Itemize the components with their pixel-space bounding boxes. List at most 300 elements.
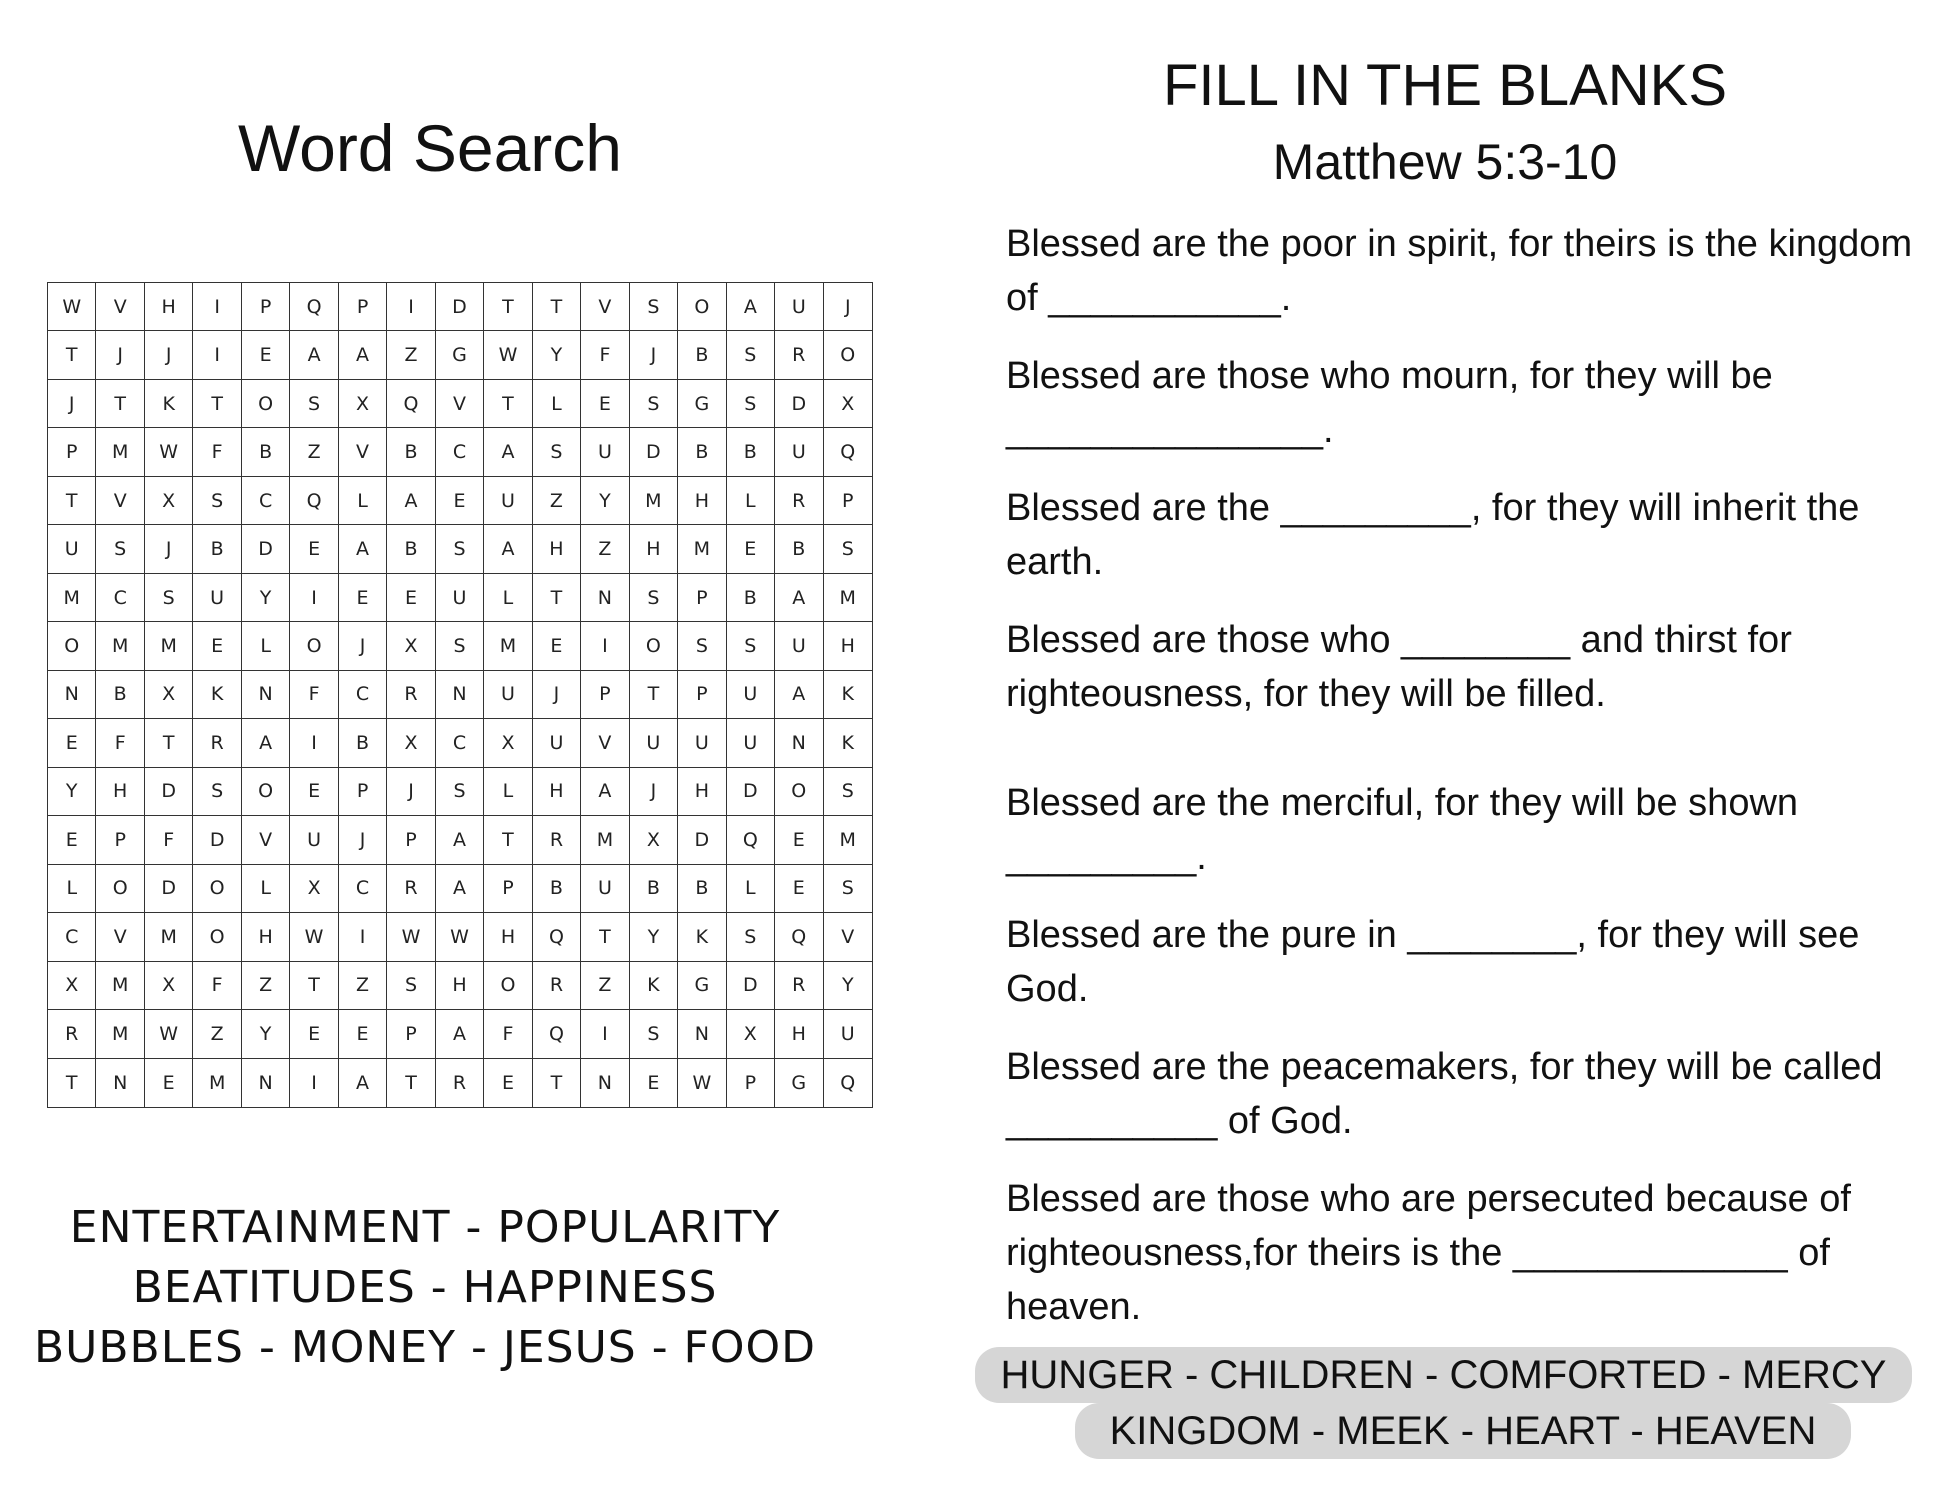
grid-cell: O: [48, 622, 96, 670]
grid-cell: Q: [727, 816, 775, 864]
grid-cell: P: [727, 1059, 775, 1107]
grid-cell: H: [630, 525, 678, 573]
grid-cell: N: [581, 574, 629, 622]
grid-cell: B: [678, 331, 726, 379]
grid-cell: E: [339, 574, 387, 622]
grid-cell: E: [290, 768, 338, 816]
grid-cell: K: [193, 671, 241, 719]
grid-cell: E: [727, 525, 775, 573]
grid-cell: D: [678, 816, 726, 864]
grid-cell: T: [533, 574, 581, 622]
grid-cell: V: [339, 428, 387, 476]
grid-cell: M: [145, 622, 193, 670]
grid-cell: I: [290, 719, 338, 767]
grid-cell: M: [96, 428, 144, 476]
grid-cell: T: [96, 380, 144, 428]
grid-cell: I: [387, 283, 435, 331]
grid-cell: S: [727, 913, 775, 961]
grid-cell: P: [96, 816, 144, 864]
grid-cell: S: [630, 1010, 678, 1058]
grid-cell: Y: [242, 1010, 290, 1058]
grid-cell: P: [678, 671, 726, 719]
grid-cell: K: [824, 719, 872, 767]
grid-cell: H: [533, 768, 581, 816]
grid-cell: I: [339, 913, 387, 961]
grid-cell: J: [533, 671, 581, 719]
grid-cell: V: [96, 477, 144, 525]
grid-cell: J: [48, 380, 96, 428]
grid-cell: S: [193, 477, 241, 525]
grid-cell: U: [290, 816, 338, 864]
grid-cell: E: [484, 1059, 532, 1107]
grid-cell: F: [193, 962, 241, 1010]
grid-cell: R: [533, 962, 581, 1010]
fill-in-sentence-8: Blessed are those who are persecuted because of righteousness,for theirs is the _____________ of heaven.: [1006, 1178, 1851, 1328]
grid-cell: B: [678, 428, 726, 476]
grid-cell: Z: [533, 477, 581, 525]
grid-cell: N: [242, 671, 290, 719]
grid-cell: M: [678, 525, 726, 573]
grid-cell: U: [193, 574, 241, 622]
grid-cell: H: [145, 283, 193, 331]
grid-cell: H: [824, 622, 872, 670]
grid-cell: E: [775, 865, 823, 913]
grid-cell: F: [581, 331, 629, 379]
grid-cell: T: [145, 719, 193, 767]
grid-cell: M: [96, 962, 144, 1010]
grid-cell: A: [339, 331, 387, 379]
grid-cell: T: [387, 1059, 435, 1107]
grid-cell: B: [727, 574, 775, 622]
grid-cell: M: [48, 574, 96, 622]
grid-cell: M: [581, 816, 629, 864]
grid-cell: X: [48, 962, 96, 1010]
grid-cell: N: [48, 671, 96, 719]
grid-cell: E: [193, 622, 241, 670]
grid-cell: Q: [840, 1071, 856, 1094]
grid-cell: M: [96, 1010, 144, 1058]
grid-cell: V: [824, 913, 872, 961]
fill-in-sentence-5: Blessed are the merciful, for they will be shown _________.: [1006, 782, 1799, 878]
fill-in-title: FILL IN THE BLANKS: [1162, 53, 1728, 118]
grid-cell: T: [533, 283, 581, 331]
answer-bank-line: KINGDOM - MEEK - HEART - HEAVEN: [1075, 1403, 1851, 1459]
grid-cell: E: [533, 622, 581, 670]
grid-cell: L: [484, 768, 532, 816]
grid-cell: T: [484, 816, 532, 864]
grid-cell: C: [339, 671, 387, 719]
grid-cell: H: [96, 768, 144, 816]
grid-cell: L: [48, 865, 96, 913]
grid-cell: H: [436, 962, 484, 1010]
grid-cell: S: [727, 622, 775, 670]
grid-cell: A: [436, 1010, 484, 1058]
grid-cell: T: [581, 913, 629, 961]
grid-cell: U: [727, 671, 775, 719]
grid-cell: J: [824, 283, 872, 331]
grid-cell: J: [339, 622, 387, 670]
grid-cell: O: [193, 865, 241, 913]
grid-cell: U: [775, 428, 823, 476]
grid-cell: X: [339, 380, 387, 428]
grid-cell: B: [727, 428, 775, 476]
grid-cell: E: [339, 1010, 387, 1058]
grid-cell: Z: [193, 1010, 241, 1058]
grid-cell: E: [436, 477, 484, 525]
grid-cell: S: [387, 962, 435, 1010]
grid-cell: S: [630, 380, 678, 428]
grid-cell: J: [339, 816, 387, 864]
grid-cell: A: [339, 525, 387, 573]
grid-cell: A: [387, 477, 435, 525]
grid-cell: R: [533, 816, 581, 864]
grid-cell: B: [96, 671, 144, 719]
grid-cell: O: [96, 865, 144, 913]
grid-cell: J: [96, 331, 144, 379]
grid-cell: W: [678, 1059, 726, 1107]
grid-cell: A: [436, 816, 484, 864]
grid-cell: Y: [48, 768, 96, 816]
grid-cell: S: [193, 768, 241, 816]
grid-cell: P: [339, 768, 387, 816]
answer-bank: [975, 1347, 1915, 1459]
grid-cell: J: [630, 768, 678, 816]
grid-cell: J: [387, 768, 435, 816]
grid-cell: E: [290, 1010, 338, 1058]
grid-cell: E: [290, 525, 338, 573]
grid-cell: G: [436, 331, 484, 379]
word-list-line: BUBBLES - MONEY - JESUS - FOOD: [33, 1322, 817, 1373]
grid-cell: S: [96, 525, 144, 573]
grid-cell: Z: [242, 962, 290, 1010]
grid-cell: O: [630, 622, 678, 670]
grid-cell: F: [484, 1010, 532, 1058]
grid-cell: S: [436, 525, 484, 573]
grid-cell: H: [242, 913, 290, 961]
grid-cell: Q: [824, 428, 872, 476]
grid-cell: E: [630, 1059, 678, 1107]
word-search-grid: [47, 282, 873, 1108]
grid-cell: A: [242, 719, 290, 767]
grid-cell: S: [145, 574, 193, 622]
grid-cell: N: [242, 1059, 290, 1107]
fill-in-subtitle: Matthew 5:3-10: [1272, 134, 1618, 190]
grid-cell: H: [775, 1010, 823, 1058]
grid-cell: X: [145, 962, 193, 1010]
grid-cell: P: [678, 574, 726, 622]
grid-cell: X: [484, 719, 532, 767]
grid-cell: W: [436, 913, 484, 961]
grid-cell: U: [48, 525, 96, 573]
grid-cell: B: [242, 428, 290, 476]
grid-cell: U: [484, 671, 532, 719]
grid-cell: Y: [824, 962, 872, 1010]
grid-cell: N: [96, 1059, 144, 1107]
grid-cell: Y: [630, 913, 678, 961]
grid-cell: O: [775, 768, 823, 816]
grid-cell: X: [387, 622, 435, 670]
grid-cell: U: [775, 283, 823, 331]
fill-in-sentence-1: Blessed are the poor in spirit, for theirs is the kingdom of ___________.: [1006, 223, 1913, 319]
grid-cell: Q: [290, 477, 338, 525]
grid-cell: V: [436, 380, 484, 428]
grid-cell: U: [630, 719, 678, 767]
grid-cell: T: [48, 477, 96, 525]
grid-cell: X: [630, 816, 678, 864]
grid-cell: I: [290, 574, 338, 622]
grid-cell: B: [387, 525, 435, 573]
grid-cell: M: [484, 622, 532, 670]
grid-cell: D: [242, 525, 290, 573]
grid-cell: G: [678, 962, 726, 1010]
grid-cell: J: [145, 331, 193, 379]
grid-cell: F: [96, 719, 144, 767]
grid-cell: S: [630, 574, 678, 622]
grid-cell: R: [775, 477, 823, 525]
grid-cell: Z: [290, 428, 338, 476]
grid-cell: A: [436, 865, 484, 913]
grid-cell: A: [581, 768, 629, 816]
grid-cell: E: [775, 816, 823, 864]
grid-cell: D: [193, 816, 241, 864]
grid-cell: D: [727, 768, 775, 816]
grid-cell: E: [387, 574, 435, 622]
grid-cell: M: [824, 816, 872, 864]
grid-cell: C: [436, 428, 484, 476]
grid-cell: Q: [533, 1010, 581, 1058]
fill-in-sentence-3: Blessed are the _________, for they will inherit the earth.: [1006, 487, 1860, 583]
grid-cell: D: [630, 428, 678, 476]
grid-cell: X: [290, 865, 338, 913]
grid-cell: F: [290, 671, 338, 719]
grid-cell: G: [678, 380, 726, 428]
grid-cell: L: [339, 477, 387, 525]
grid-cell: U: [824, 1010, 872, 1058]
grid-cell: V: [581, 283, 629, 331]
grid-cell: D: [436, 283, 484, 331]
grid-cell: C: [242, 477, 290, 525]
grid-cell: S: [436, 622, 484, 670]
grid-cell: W: [145, 428, 193, 476]
grid-cell: O: [678, 283, 726, 331]
grid-cell: W: [484, 331, 532, 379]
grid-cell: K: [824, 671, 872, 719]
grid-cell: Z: [339, 962, 387, 1010]
grid-cell: C: [48, 913, 96, 961]
grid-cell: B: [387, 428, 435, 476]
grid-cell: R: [387, 865, 435, 913]
fill-in-sentence-7: Blessed are the peacemakers, for they will be called __________ of God.: [1006, 1046, 1883, 1142]
grid-cell: L: [727, 477, 775, 525]
grid-cell: K: [678, 913, 726, 961]
grid-cell: O: [193, 913, 241, 961]
grid-cell: M: [824, 574, 872, 622]
grid-cell: S: [290, 380, 338, 428]
grid-cell: U: [775, 622, 823, 670]
grid-cell: L: [533, 380, 581, 428]
grid-cell: B: [339, 719, 387, 767]
grid-cell: A: [775, 574, 823, 622]
grid-cell: S: [436, 768, 484, 816]
grid-cell: Q: [775, 913, 823, 961]
grid-cell: O: [242, 380, 290, 428]
grid-cell: S: [727, 380, 775, 428]
grid-cell: A: [484, 428, 532, 476]
grid-cell: Z: [581, 962, 629, 1010]
grid-cell: R: [193, 719, 241, 767]
grid-cell: A: [290, 331, 338, 379]
grid-cell: Q: [533, 913, 581, 961]
grid-cell: S: [533, 428, 581, 476]
grid-cell: U: [678, 719, 726, 767]
grid-cell: D: [145, 865, 193, 913]
grid-cell: O: [484, 962, 532, 1010]
grid-cell: T: [484, 283, 532, 331]
grid-cell: B: [775, 525, 823, 573]
grid-cell: X: [824, 380, 872, 428]
grid-cell: V: [581, 719, 629, 767]
grid-cell: W: [290, 913, 338, 961]
grid-cell: E: [242, 331, 290, 379]
grid-cell: A: [775, 671, 823, 719]
grid-cell: S: [630, 283, 678, 331]
grid-cell: Q: [387, 380, 435, 428]
grid-cell: S: [824, 768, 872, 816]
grid-cell: A: [727, 283, 775, 331]
grid-cell: U: [581, 428, 629, 476]
grid-cell: S: [824, 865, 872, 913]
grid-cell: O: [290, 622, 338, 670]
grid-cell: K: [630, 962, 678, 1010]
grid-cell: S: [727, 331, 775, 379]
grid-cell: U: [581, 865, 629, 913]
grid-cell: B: [678, 865, 726, 913]
grid-cell: A: [339, 1059, 387, 1107]
word-list-line: ENTERTAINMENT - POPULARITY: [69, 1202, 781, 1253]
grid-cell: N: [678, 1010, 726, 1058]
grid-cell: H: [533, 525, 581, 573]
grid-cell: R: [387, 671, 435, 719]
grid-cell: I: [193, 331, 241, 379]
grid-cell: P: [387, 1010, 435, 1058]
grid-cell: O: [824, 331, 872, 379]
grid-cell: M: [630, 477, 678, 525]
grid-cell: E: [48, 719, 96, 767]
grid-cell: X: [387, 719, 435, 767]
grid-cell: O: [242, 768, 290, 816]
grid-cell: P: [824, 477, 872, 525]
grid-cell: H: [678, 477, 726, 525]
grid-cell: L: [242, 865, 290, 913]
grid-cell: I: [290, 1059, 338, 1107]
grid-cell: T: [290, 962, 338, 1010]
grid-cell: Y: [242, 574, 290, 622]
grid-cell: Q: [290, 283, 338, 331]
answer-bank-line: HUNGER - CHILDREN - COMFORTED - MERCY: [975, 1347, 1912, 1403]
grid-cell: D: [145, 768, 193, 816]
grid-cell: D: [775, 380, 823, 428]
grid-cell: S: [824, 525, 872, 573]
grid-cell: H: [484, 913, 532, 961]
grid-cell: V: [242, 816, 290, 864]
grid-cell: Y: [533, 331, 581, 379]
grid-cell: Z: [581, 525, 629, 573]
grid-cell: T: [48, 331, 96, 379]
grid-cell: W: [145, 1010, 193, 1058]
grid-cell: I: [193, 283, 241, 331]
grid-cell: N: [581, 1059, 629, 1107]
word-search-word-list: [20, 1198, 830, 1378]
grid-cell: F: [193, 428, 241, 476]
grid-cell: P: [581, 671, 629, 719]
grid-cell: R: [436, 1059, 484, 1107]
grid-cell: Z: [387, 331, 435, 379]
fill-in-sentence-2: Blessed are those who mourn, for they will be _______________.: [1006, 355, 1773, 451]
grid-cell: M: [145, 913, 193, 961]
grid-cell: P: [242, 283, 290, 331]
grid-cell: X: [145, 477, 193, 525]
grid-cell: C: [436, 719, 484, 767]
grid-cell: C: [96, 574, 144, 622]
grid-cell: P: [387, 816, 435, 864]
grid-cell: L: [727, 865, 775, 913]
grid-cell: I: [581, 622, 629, 670]
grid-cell: T: [193, 380, 241, 428]
grid-cell: X: [145, 671, 193, 719]
grid-cell: U: [436, 574, 484, 622]
grid-cell: J: [630, 331, 678, 379]
grid-cell: N: [775, 719, 823, 767]
grid-cell: I: [581, 1010, 629, 1058]
grid-cell: E: [48, 816, 96, 864]
grid-cell: R: [48, 1010, 96, 1058]
grid-cell: H: [678, 768, 726, 816]
grid-cell: X: [727, 1010, 775, 1058]
grid-cell: T: [48, 1059, 96, 1107]
grid-cell: M: [96, 622, 144, 670]
grid-cell: E: [145, 1059, 193, 1107]
grid-cell: R: [775, 331, 823, 379]
grid-cell: M: [193, 1059, 241, 1107]
grid-cell: Y: [581, 477, 629, 525]
grid-cell: N: [436, 671, 484, 719]
grid-cell: G: [775, 1059, 823, 1107]
grid-cell: B: [193, 525, 241, 573]
grid-cell: P: [339, 283, 387, 331]
grid-cell: J: [145, 525, 193, 573]
grid-cell: T: [484, 380, 532, 428]
grid-cell: P: [48, 428, 96, 476]
fill-in-sentence-6: Blessed are the pure in ________, for they will see God.: [1006, 914, 1860, 1010]
grid-cell: T: [630, 671, 678, 719]
grid-cell: P: [484, 865, 532, 913]
grid-cell: S: [678, 622, 726, 670]
grid-cell: T: [533, 1059, 581, 1107]
grid-cell: L: [484, 574, 532, 622]
grid-cell: W: [48, 283, 96, 331]
grid-cell: B: [533, 865, 581, 913]
grid-cell: C: [339, 865, 387, 913]
grid-cell: E: [581, 380, 629, 428]
fill-in-sentence-4: Blessed are those who ________ and thirst for righteousness, for they will be filled.: [1006, 619, 1792, 715]
grid-cell: A: [484, 525, 532, 573]
grid-cell: V: [96, 283, 144, 331]
grid-cell: U: [533, 719, 581, 767]
grid-cell: D: [727, 962, 775, 1010]
grid-cell: R: [775, 962, 823, 1010]
grid-cell: B: [630, 865, 678, 913]
grid-cell: U: [727, 719, 775, 767]
